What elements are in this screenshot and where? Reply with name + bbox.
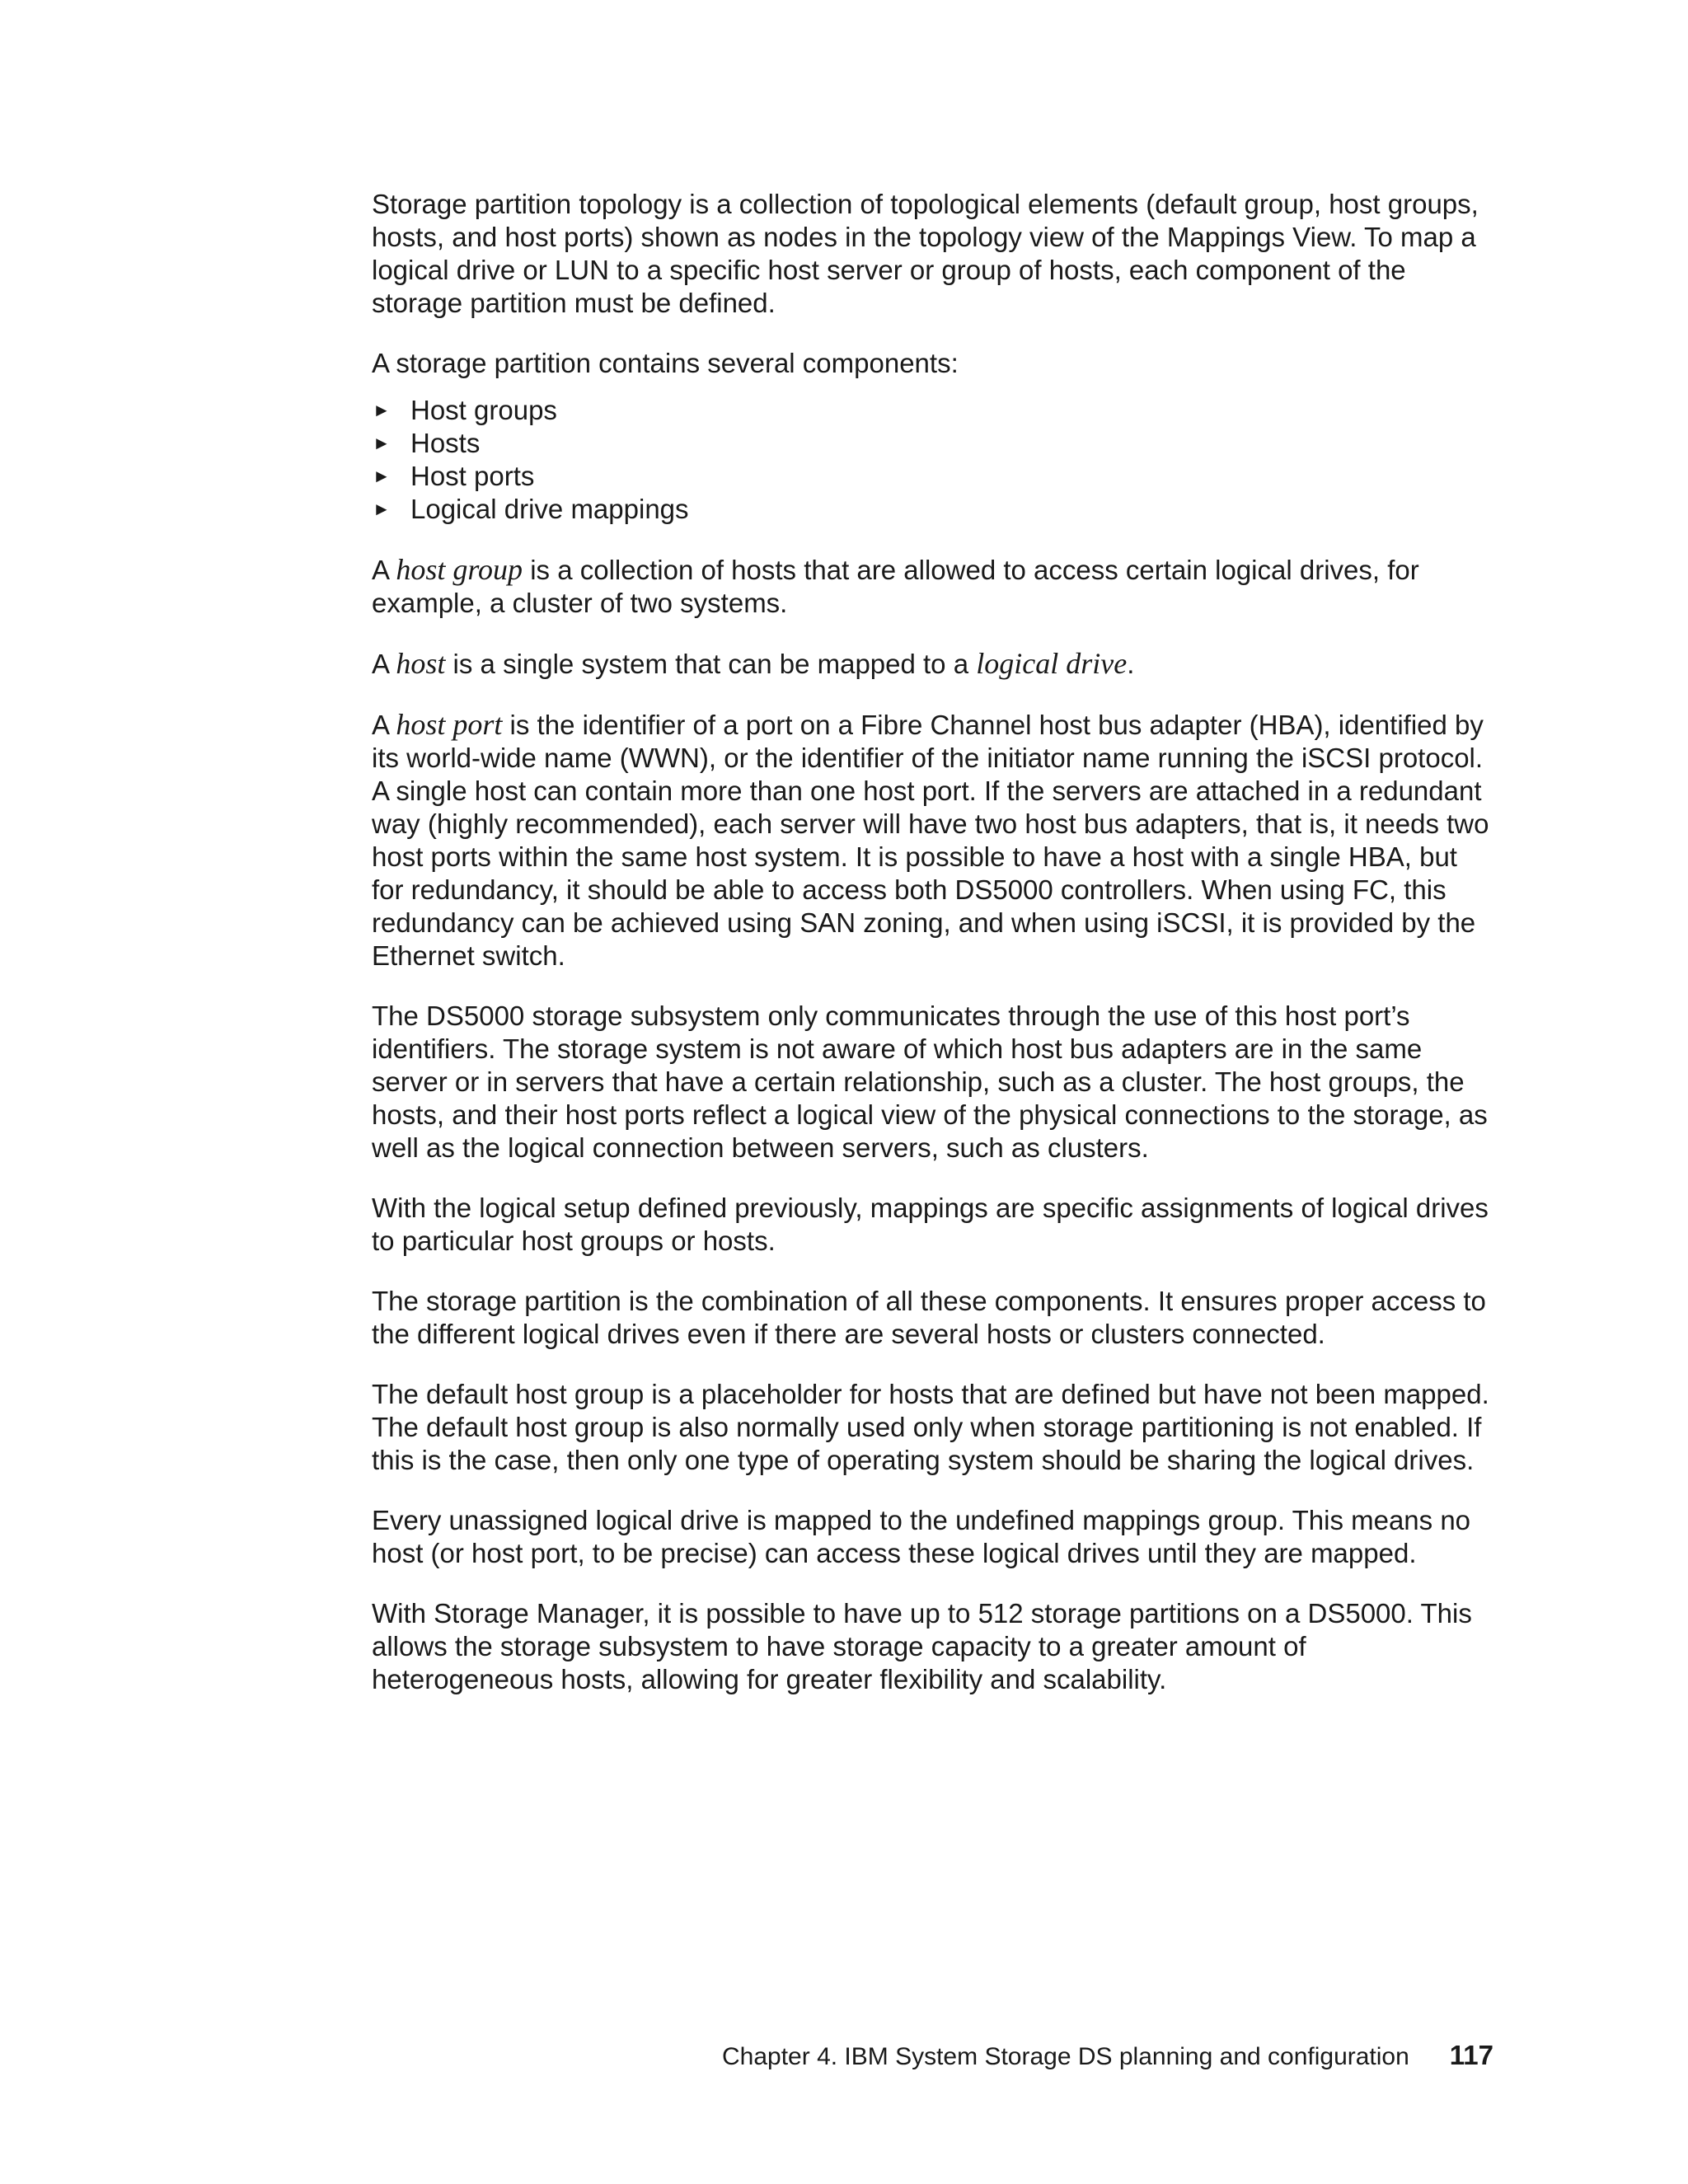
term-host-group: host group	[396, 553, 523, 586]
host-group-definition: A host group is a collection of hosts that are allowed to access certain logical drives, for example, a cluster of two systems.	[372, 553, 1419, 618]
body-paragraph: The DS5000 storage subsystem only communicates through the use of this host port’s identifiers. The storage system is not aware of which host bus adapters are in the same server or in servers that have a certain relationship, such as a cluster. The host groups, the hosts, and their host ports reflect a logical view of the physical connections to the storage, as well as the logical connection between servers, such as clusters.	[372, 1001, 1488, 1163]
term-logical-drive: logical drive	[976, 647, 1128, 680]
components-list	[372, 394, 1493, 526]
list-item: ► Logical drive mappings	[373, 494, 689, 524]
triangle-bullet-icon: ►	[373, 499, 391, 519]
list-item: ► Host groups	[373, 395, 557, 425]
term-host-port: host port	[396, 708, 503, 741]
list-item: ► Hosts	[373, 428, 481, 458]
list-item: ► Host ports	[373, 461, 535, 491]
body-paragraph: With the logical setup defined previously, mappings are specific assignments of logical drives to particular host groups or hosts.	[372, 1193, 1489, 1256]
host-definition: A host is a single system that can be mapped to a logical drive.	[372, 647, 1135, 680]
components-intro: A storage partition contains several components:	[372, 348, 959, 378]
body-paragraph: The storage partition is the combination of all these components. It ensures proper access to the different logical drives even if there are several hosts or clusters connected.	[372, 1286, 1486, 1349]
triangle-bullet-icon: ►	[373, 466, 391, 486]
host-port-definition: A host port is the identifier of a port on a Fibre Channel host bus adapter (HBA), identified by its world-wide name (WWN), or the identifier of the initiator name running the iSCSI protocol. A single host can contain more than one host port. If the servers are attached in a redundant way (highly recommended), each server will have two host bus adapters, that is, it needs two host ports within the same host system. It is possible to have a host with a single HBA, but for redundancy, it should be able to access both DS5000 controllers. When using FC, this redundancy can be achieved using SAN zoning, and when using iSCSI, it is provided by the Ethernet switch.	[372, 708, 1489, 971]
body-paragraph: The default host group is a placeholder for hosts that are defined but have not been mapped. The default host group is also normally used only when storage partitioning is not enabled. If this is the case, then only one type of operating system should be sharing the logical drives.	[372, 1379, 1489, 1475]
triangle-bullet-icon: ►	[373, 400, 391, 420]
page-body	[372, 188, 1493, 1723]
term-host: host	[396, 647, 446, 680]
chapter-title: Chapter 4. IBM System Storage DS planning and configuration	[722, 2043, 1409, 2070]
body-paragraph: Every unassigned logical drive is mapped to the undefined mappings group. This means no host (or host port, to be precise) can access these logical drives until they are mapped.	[372, 1505, 1471, 1568]
body-paragraph: With Storage Manager, it is possible to have up to 512 storage partitions on a DS5000. This allows the storage subsystem to have storage capacity to a greater amount of heterogeneous hosts, allowing for greater flexibility and scalability.	[372, 1598, 1472, 1694]
triangle-bullet-icon: ►	[373, 433, 391, 453]
page-number: 117	[1449, 2040, 1493, 2070]
intro-paragraph: Storage partition topology is a collection of topological elements (default group, host groups, hosts, and host ports) shown as nodes in the topology view of the Mappings View. To map a logical drive or LUN to a specific host server or group of hosts, each component of the storage partition must be defined.	[372, 189, 1479, 318]
